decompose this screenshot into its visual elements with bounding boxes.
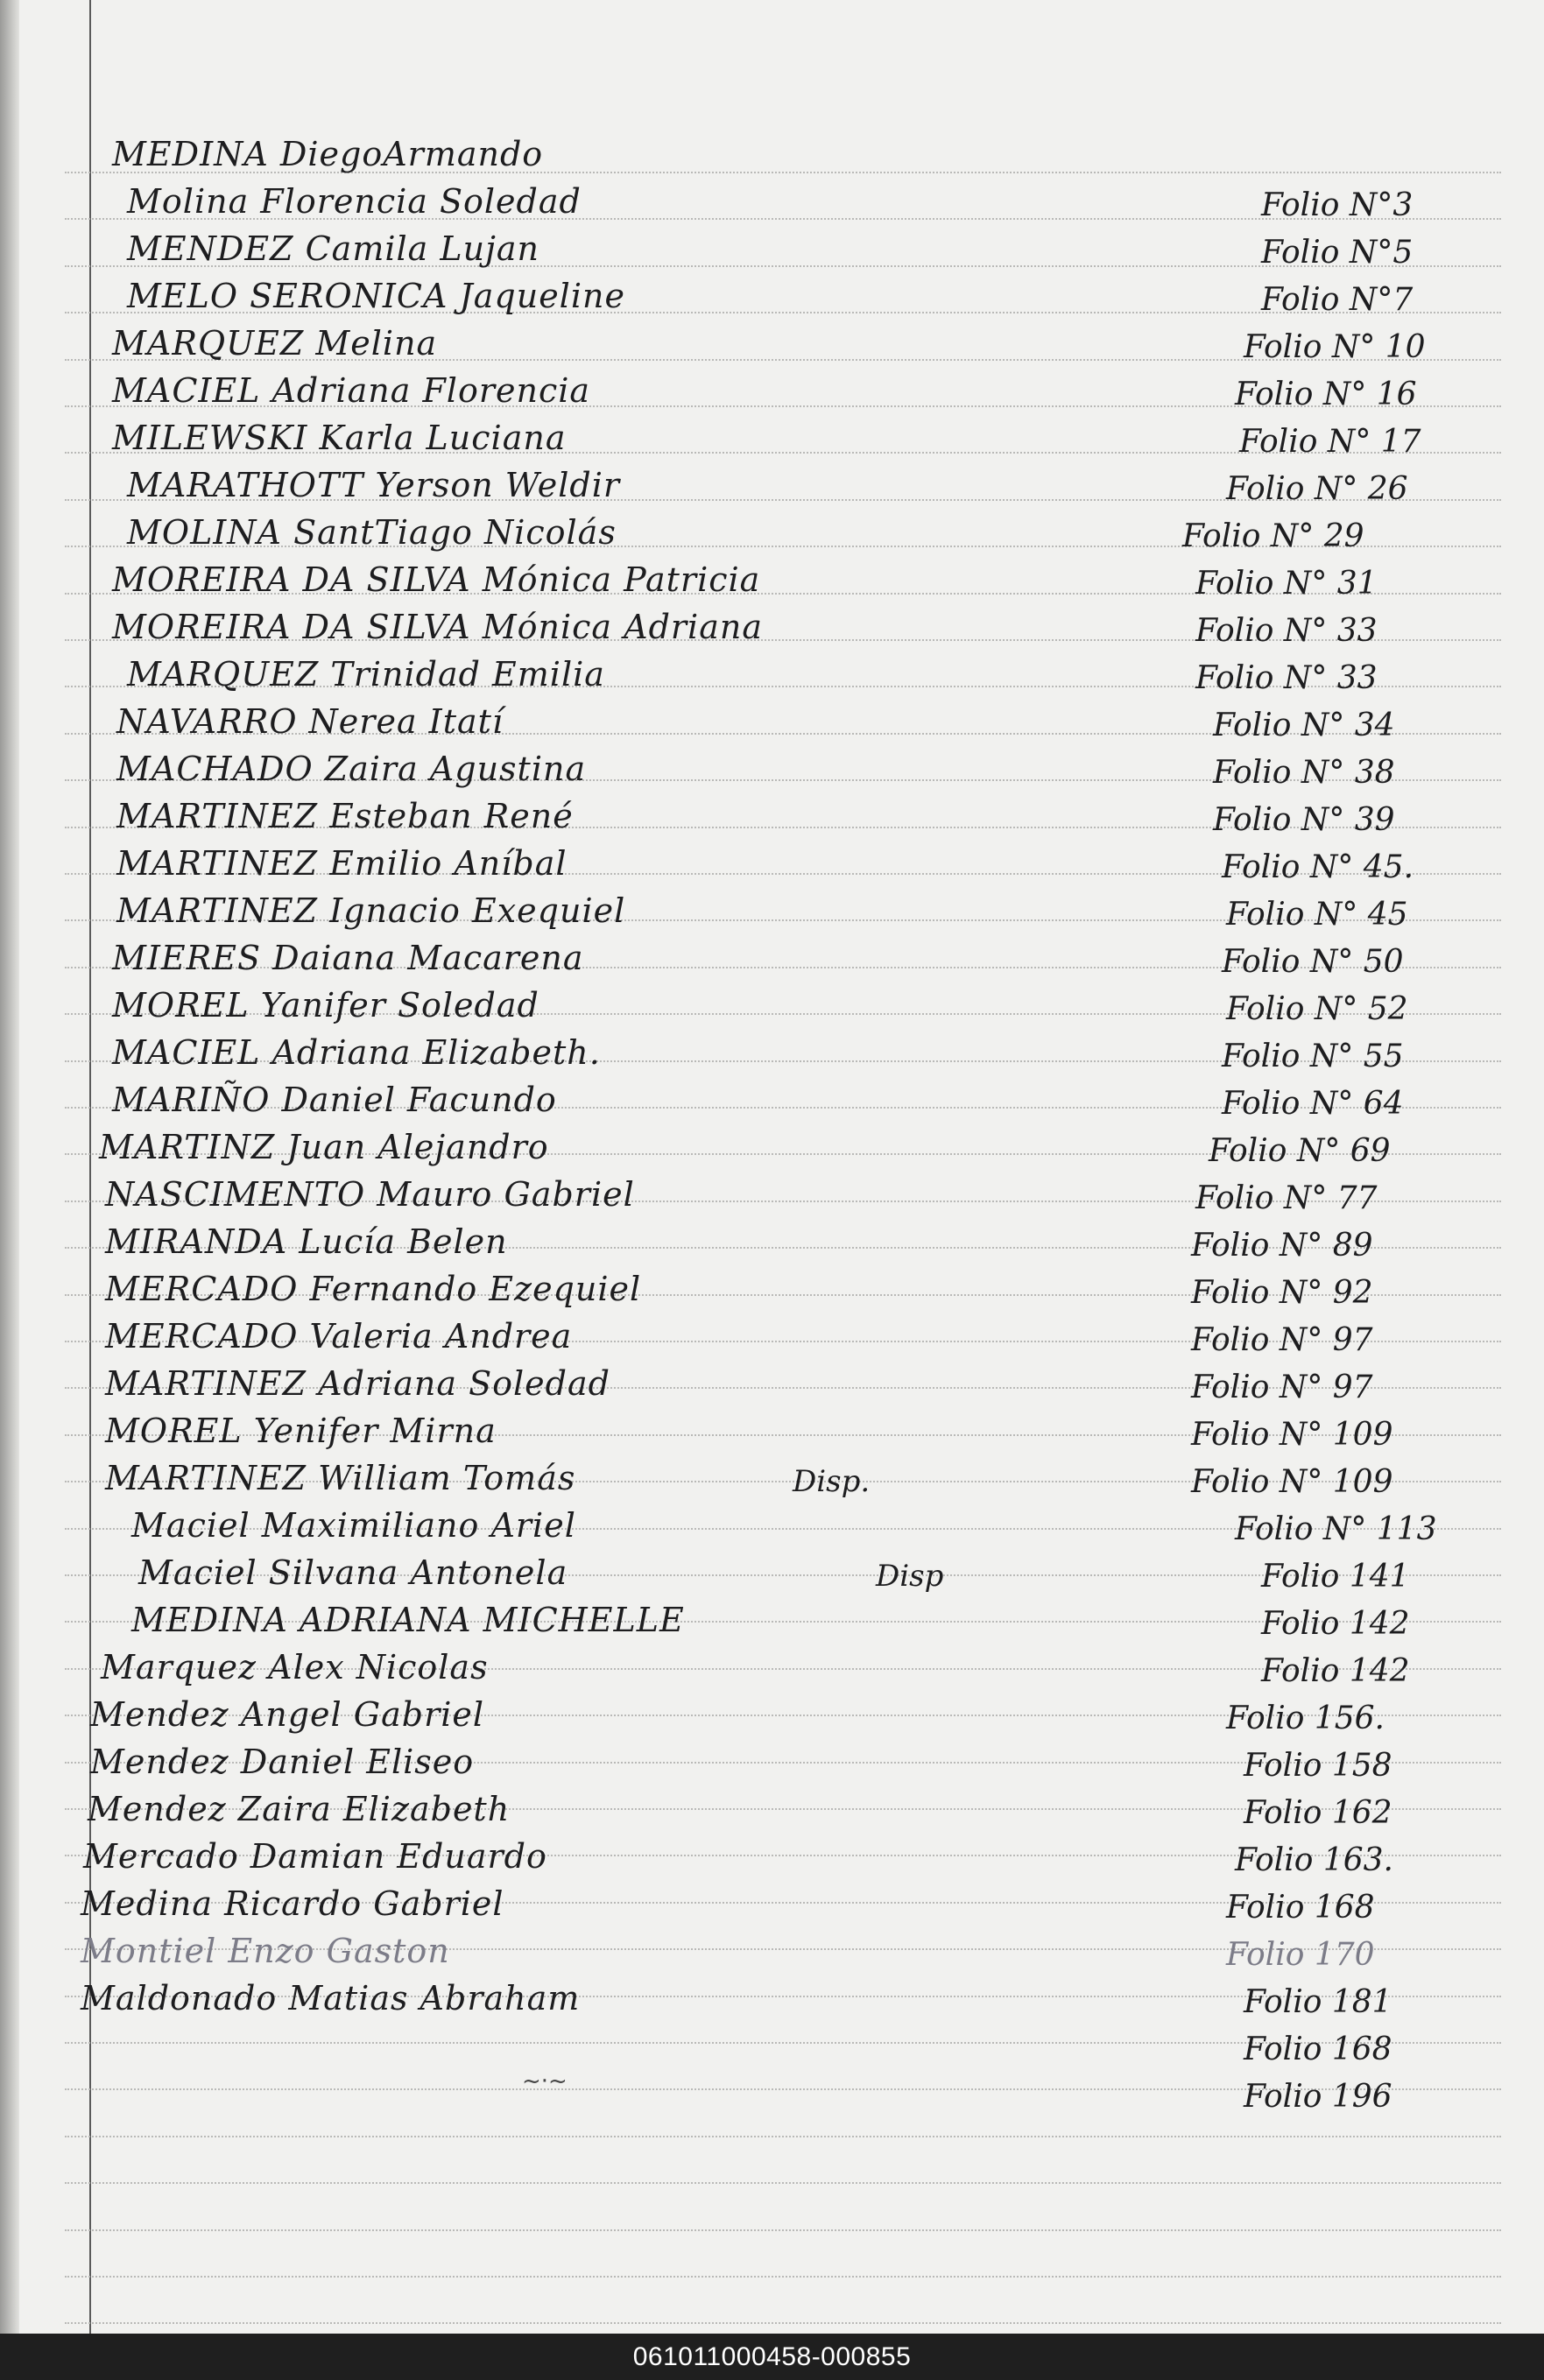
list-entry: [0, 462, 1544, 511]
entry-folio: Folio 196: [1244, 2079, 1392, 2115]
list-entry: [0, 1219, 1544, 1268]
entry-name: Marquez Alex Nicolas: [101, 1648, 489, 1686]
entry-name: MACIEL Adriana Elizabeth.: [112, 1033, 601, 1072]
list-entry: [0, 1503, 1544, 1552]
entry-folio: Folio N° 29: [1182, 518, 1364, 554]
list-entry: [0, 1928, 1544, 1977]
ruled-line: [65, 2322, 1501, 2324]
list-entry: [0, 415, 1544, 464]
list-entry: [0, 2023, 1544, 2072]
entry-folio: Folio N° 16: [1235, 377, 1417, 412]
entry-folio: Folio 158: [1244, 1748, 1392, 1784]
list-entry: [0, 1361, 1544, 1410]
entry-name: MACIEL Adriana Florencia: [112, 371, 591, 410]
list-entry: [0, 1834, 1544, 1883]
list-entry: [0, 226, 1544, 275]
entry-folio: Folio N° 109: [1191, 1464, 1393, 1500]
entry-name: MARQUEZ Melina: [112, 324, 438, 363]
entry-folio: Folio N° 26: [1226, 471, 1408, 507]
entry-name: MARTINZ Juan Alejandro: [99, 1128, 549, 1166]
list-entry: [0, 888, 1544, 937]
entry-folio: Folio N°3: [1261, 187, 1414, 223]
list-entry: [0, 1739, 1544, 1788]
entry-name: MARTINEZ Emilio Aníbal: [116, 844, 568, 883]
list-entry: [0, 1455, 1544, 1504]
list-entry: [0, 179, 1544, 228]
list-entry: [0, 1266, 1544, 1315]
entry-name: MIRANDA Lucía Belen: [105, 1222, 508, 1261]
ruled-line: [65, 2229, 1501, 2231]
scan-footer: [0, 2334, 1544, 2380]
entry-name: MOREL Yenifer Mirna: [105, 1412, 497, 1450]
entry-name: MOREIRA DA SILVA Mónica Adriana: [112, 608, 763, 646]
list-entry: [0, 1077, 1544, 1126]
entry-name: MIERES Daiana Macarena: [112, 939, 584, 977]
entry-folio: Folio N° 17: [1239, 424, 1421, 460]
entry-name: Maciel Silvana Antonela: [138, 1553, 568, 1592]
entry-folio: Folio N° 33: [1195, 613, 1378, 649]
entry-folio: Folio N° 97: [1191, 1370, 1373, 1405]
pen-mark: ~·~: [522, 2068, 568, 2095]
entry-name: Mendez Daniel Eliseo: [90, 1743, 475, 1781]
list-entry: [0, 1597, 1544, 1646]
entry-folio: Folio N° 31: [1195, 566, 1378, 602]
entry-name: Mercado Damian Eduardo: [83, 1837, 547, 1876]
entry-folio: Folio N° 10: [1244, 329, 1426, 365]
entry-name: MOREIRA DA SILVA Mónica Patricia: [112, 560, 761, 599]
entry-folio: Folio N° 113: [1235, 1511, 1437, 1547]
entry-name: Mendez Zaira Elizabeth: [88, 1790, 511, 1828]
list-entry: [0, 982, 1544, 1032]
entry-name: MARTINEZ William Tomás: [105, 1459, 576, 1497]
entry-folio: Folio 156.: [1226, 1701, 1385, 1736]
entry-name: MARTINEZ Ignacio Exequiel: [116, 891, 626, 930]
entry-folio: Folio N° 77: [1195, 1180, 1378, 1216]
list-entry: [0, 131, 1544, 180]
list-entry: [0, 1550, 1544, 1599]
entry-folio: Folio N° 92: [1191, 1275, 1373, 1311]
list-entry: [0, 1786, 1544, 1835]
entry-name: MOREL Yanifer Soledad: [112, 986, 539, 1025]
entry-note: Disp.: [793, 1464, 871, 1499]
list-entry: [0, 604, 1544, 653]
entry-folio: Folio 142: [1261, 1653, 1410, 1689]
entry-name: MEDINA DiegoArmando: [112, 135, 544, 173]
entry-name: Mendez Angel Gabriel: [90, 1695, 485, 1734]
entry-name: MARTINEZ Esteban René: [116, 797, 574, 835]
ruled-line: [65, 2136, 1501, 2137]
entry-name: MEDINA ADRIANA MICHELLE: [131, 1601, 685, 1639]
ruled-line: [65, 2182, 1501, 2184]
entry-folio: Folio 168: [1244, 2031, 1392, 2067]
list-entry: [0, 557, 1544, 606]
list-entry: [0, 699, 1544, 748]
entry-folio: Folio N° 97: [1191, 1322, 1373, 1358]
entry-folio: Folio N°7: [1261, 282, 1414, 318]
list-entry: [0, 1881, 1544, 1930]
entry-name: Maldonado Matias Abraham: [81, 1979, 581, 2017]
entry-folio: Folio 141: [1261, 1559, 1410, 1595]
entry-folio: Folio 181: [1244, 1984, 1392, 2020]
entry-folio: Folio N° 109: [1191, 1417, 1393, 1453]
list-entry: [0, 1692, 1544, 1741]
list-entry: [0, 2070, 1544, 2119]
entry-name: MENDEZ Camila Lujan: [127, 229, 540, 268]
list-entry: [0, 935, 1544, 984]
list-entry: [0, 746, 1544, 795]
entry-name: MARTINEZ Adriana Soledad: [105, 1364, 610, 1403]
entry-name: Montiel Enzo Gaston: [81, 1932, 450, 1970]
list-entry: [0, 1030, 1544, 1079]
list-entry: [0, 1408, 1544, 1457]
ruled-line: [65, 2276, 1501, 2278]
entry-folio: Folio N° 55: [1222, 1039, 1404, 1074]
list-entry: [0, 793, 1544, 842]
entry-name: Maciel Maximiliano Ariel: [131, 1506, 576, 1545]
list-entry: [0, 273, 1544, 322]
entry-folio: Folio N°5: [1261, 235, 1414, 271]
entry-name: Medina Ricardo Gabriel: [81, 1884, 504, 1923]
entry-name: MARQUEZ Trinidad Emilia: [127, 655, 605, 694]
entry-folio: Folio N° 45.: [1222, 849, 1414, 885]
entry-folio: Folio 142: [1261, 1606, 1410, 1642]
entry-folio: Folio N° 45: [1226, 897, 1408, 933]
entry-folio: Folio N° 33: [1195, 660, 1378, 696]
document-id: 061011000458-000855: [632, 2342, 912, 2371]
entry-folio: Folio 163.: [1235, 1842, 1393, 1878]
entry-name: MOLINA SantTiago Nicolás: [127, 513, 617, 552]
entry-name: MERCADO Fernando Ezequiel: [105, 1270, 642, 1308]
list-entry: [0, 1172, 1544, 1221]
entry-name: MELO SERONICA Jaqueline: [127, 277, 625, 315]
entry-folio: Folio N° 69: [1209, 1133, 1391, 1169]
entry-folio: Folio N° 52: [1226, 991, 1408, 1027]
list-entry: [0, 841, 1544, 890]
entry-folio: Folio N° 64: [1222, 1086, 1404, 1122]
entry-name: MACHADO Zaira Agustina: [116, 750, 587, 788]
entry-name: NAVARRO Nerea Itatí: [116, 702, 504, 741]
entry-folio: Folio N° 89: [1191, 1228, 1373, 1264]
list-entry: [0, 1644, 1544, 1693]
entry-folio: Folio 168: [1226, 1890, 1375, 1926]
entry-name: Molina Florencia Soledad: [127, 182, 582, 221]
entry-folio: Folio N° 39: [1213, 802, 1395, 838]
entry-folio: Folio N° 34: [1213, 708, 1395, 743]
entry-name: MARIÑO Daniel Facundo: [112, 1081, 557, 1119]
entry-folio: Folio 162: [1244, 1795, 1392, 1831]
list-entry: [0, 1975, 1544, 2024]
entry-name: MILEWSKI Karla Luciana: [112, 419, 567, 457]
entry-folio: Folio N° 50: [1222, 944, 1404, 980]
entry-note: Disp: [876, 1559, 944, 1594]
list-entry: [0, 1124, 1544, 1173]
entry-folio: Folio N° 38: [1213, 755, 1395, 791]
list-entry: [0, 1313, 1544, 1363]
list-entry: [0, 651, 1544, 701]
list-entry: [0, 320, 1544, 370]
entry-name: MERCADO Valeria Andrea: [105, 1317, 573, 1355]
list-entry: [0, 510, 1544, 559]
entry-folio: Folio 170: [1226, 1937, 1375, 1973]
entry-name: NASCIMENTO Mauro Gabriel: [105, 1175, 635, 1214]
list-entry: [0, 368, 1544, 417]
entry-name: MARATHOTT Yerson Weldir: [127, 466, 621, 504]
